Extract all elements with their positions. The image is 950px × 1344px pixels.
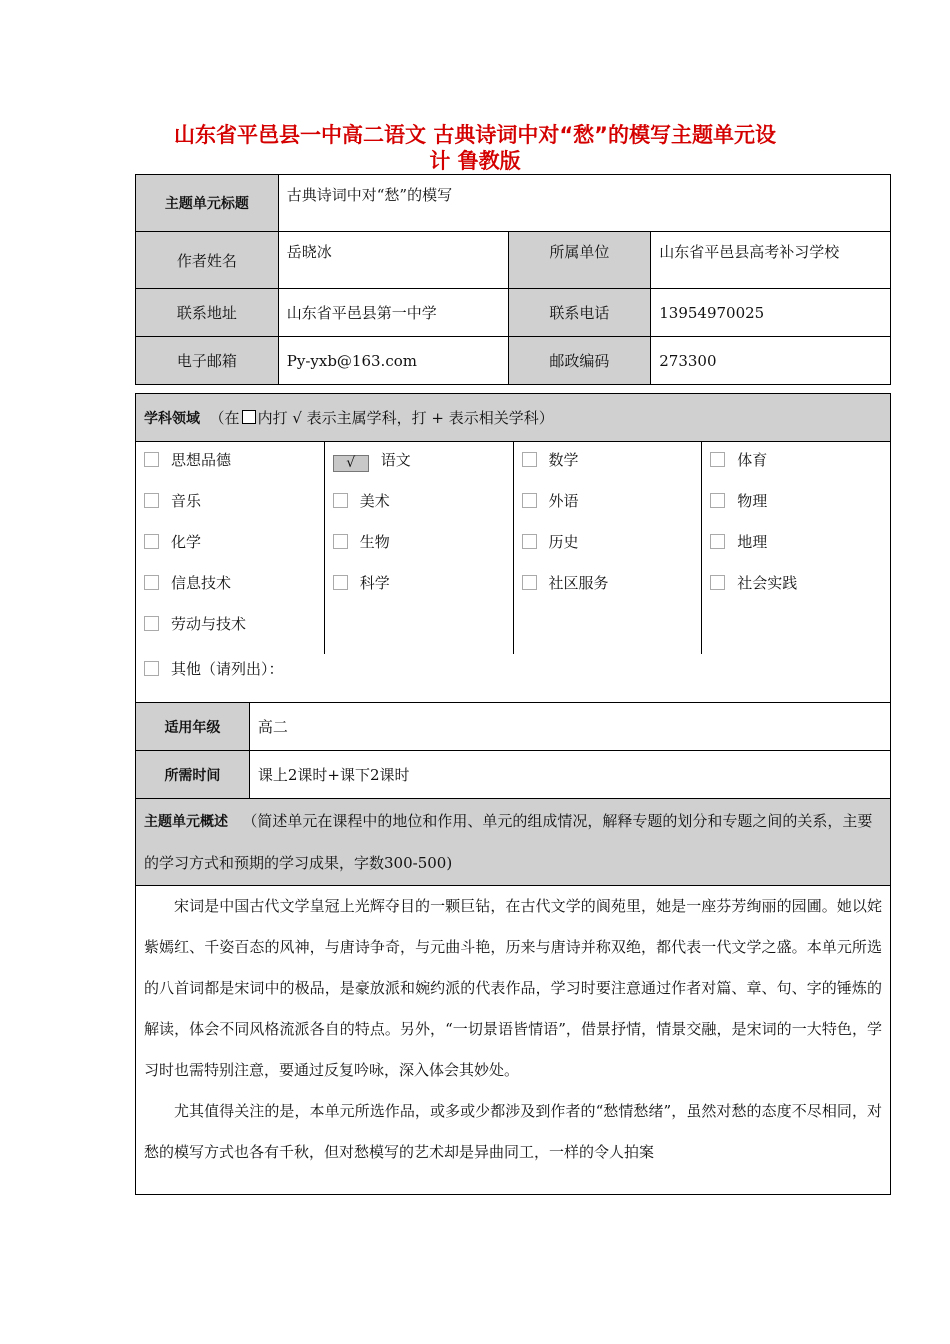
title-line-2: 计 鲁教版 [429, 149, 521, 173]
title-line-1: 山东省平邑县一中高二语文 古典诗词中对“愁”的模写主题单元设 [174, 123, 776, 147]
subject-item[interactable]: 思想品德 [144, 448, 316, 489]
subject-hint-post: 内打 √ 表示主属学科，打 + 表示相关学科） [257, 409, 554, 427]
phone-label: 联系电话 [508, 289, 651, 337]
subject-table [135, 393, 891, 1195]
author-value: 岳晓冰 [278, 232, 508, 289]
subject-item[interactable]: 化学 [144, 530, 316, 571]
address-label: 联系地址 [136, 289, 279, 337]
subject-col-2 [325, 442, 514, 654]
zip-label: 邮政编码 [508, 337, 651, 385]
time-label: 所需时间 [136, 751, 250, 799]
checkbox-icon[interactable] [710, 575, 725, 590]
theme-label: 主题单元标题 [136, 175, 279, 232]
overview-header [136, 799, 891, 886]
author-label: 作者姓名 [136, 232, 279, 289]
subject-item[interactable]: 体育 [710, 448, 882, 489]
checkbox-icon[interactable] [144, 575, 159, 590]
email-value: Py-yxb@163.com [278, 337, 508, 385]
subject-item[interactable]: 劳动与技术 [144, 612, 316, 653]
subject-item[interactable]: 数学 [522, 448, 694, 489]
checkbox-icon[interactable] [333, 575, 348, 590]
overview-paragraph-2: 尤其值得关注的是，本单元所选作品，或多或少都涉及到作者的“愁情愁绪”，虽然对愁的态度不尽相同，对愁的模写方式也各有千秋，但对愁模写的艺术却是异曲同工，一样的令人拍案 [144, 1102, 882, 1161]
overview-hint: （简述单元在课程中的地位和作用、单元的组成情况，解释专题的划分和专题之间的关系，主要的学习方式和预期的学习成果，字数300-500) [144, 811, 873, 872]
checkbox-icon[interactable] [144, 661, 159, 676]
grade-label: 适用年级 [136, 703, 250, 751]
overview-label: 主题单元概述 [144, 813, 228, 830]
checkbox-icon[interactable] [522, 452, 537, 467]
grade-value: 高二 [249, 703, 890, 751]
checkbox-icon[interactable] [522, 534, 537, 549]
subject-item[interactable]: 社会实践 [710, 571, 882, 612]
time-value: 课上2课时+课下2课时 [249, 751, 890, 799]
subject-col-1 [136, 442, 325, 654]
overview-body [136, 886, 891, 1195]
address-value: 山东省平邑县第一中学 [278, 289, 508, 337]
checkbox-icon[interactable] [522, 575, 537, 590]
subject-item[interactable]: 地理 [710, 530, 882, 571]
subject-other[interactable]: 其他（请列出）： [136, 654, 890, 702]
checkbox-icon[interactable] [710, 534, 725, 549]
subject-header [136, 394, 891, 442]
phone-value: 13954970025 [651, 289, 891, 337]
document-title [130, 122, 820, 174]
email-label: 电子邮箱 [136, 337, 279, 385]
zip-value: 273300 [651, 337, 891, 385]
subject-item[interactable]: 信息技术 [144, 571, 316, 612]
overview-paragraph-1: 宋词是中国古代文学皇冠上光辉夺目的一颗巨钻，在古代文学的阆苑里，她是一座芬芳绚丽的园圃。她以姹紫嫣红、千姿百态的风神，与唐诗争奇，与元曲斗艳，历来与唐诗并称双绝，都代表一代文学之盛。本单元所选的八首词都是宋词中的极品，是豪放派和婉约派的代表作品，学习时要注意通过作者对篇、章、句、字的锤炼的解读，体会不同风格流派各自的特点。另外，“一切景语皆情语”，借景抒情，情景交融，是宋词的一大特色，学习时也需特别注意，要通过反复吟咏，深入体会其妙处。 [144, 897, 882, 1079]
checkbox-icon[interactable] [144, 616, 159, 631]
subject-hint-pre: （在 [209, 409, 240, 427]
checkbox-sample-icon [242, 410, 256, 424]
subject-grid [136, 442, 890, 654]
checkbox-icon[interactable] [522, 493, 537, 508]
subject-item[interactable]: 生物 [333, 530, 505, 571]
info-table [135, 174, 891, 385]
subject-item[interactable]: 音乐 [144, 489, 316, 530]
subject-item-chinese[interactable]: √ 语文 [333, 448, 505, 489]
checkbox-icon[interactable] [144, 493, 159, 508]
unit-value: 山东省平邑县高考补习学校 [651, 232, 891, 289]
checkbox-icon[interactable] [710, 452, 725, 467]
subject-item[interactable]: 社区服务 [522, 571, 694, 612]
subject-item[interactable]: 科学 [333, 571, 505, 612]
checkbox-icon[interactable] [144, 534, 159, 549]
subject-grid-cell [136, 442, 891, 703]
theme-value: 古典诗词中对“愁”的模写 [278, 175, 890, 232]
checked-checkbox-icon[interactable]: √ [333, 455, 369, 472]
subject-col-3 [514, 442, 703, 654]
subject-label: 学科领域 [144, 411, 200, 427]
subject-item[interactable]: 物理 [710, 489, 882, 530]
checkbox-icon[interactable] [144, 452, 159, 467]
checkbox-icon[interactable] [710, 493, 725, 508]
unit-label: 所属单位 [508, 232, 651, 289]
checkbox-icon[interactable] [333, 493, 348, 508]
subject-col-4 [702, 442, 890, 654]
subject-item[interactable]: 外语 [522, 489, 694, 530]
subject-item[interactable]: 美术 [333, 489, 505, 530]
subject-item[interactable]: 历史 [522, 530, 694, 571]
checkbox-icon[interactable] [333, 534, 348, 549]
